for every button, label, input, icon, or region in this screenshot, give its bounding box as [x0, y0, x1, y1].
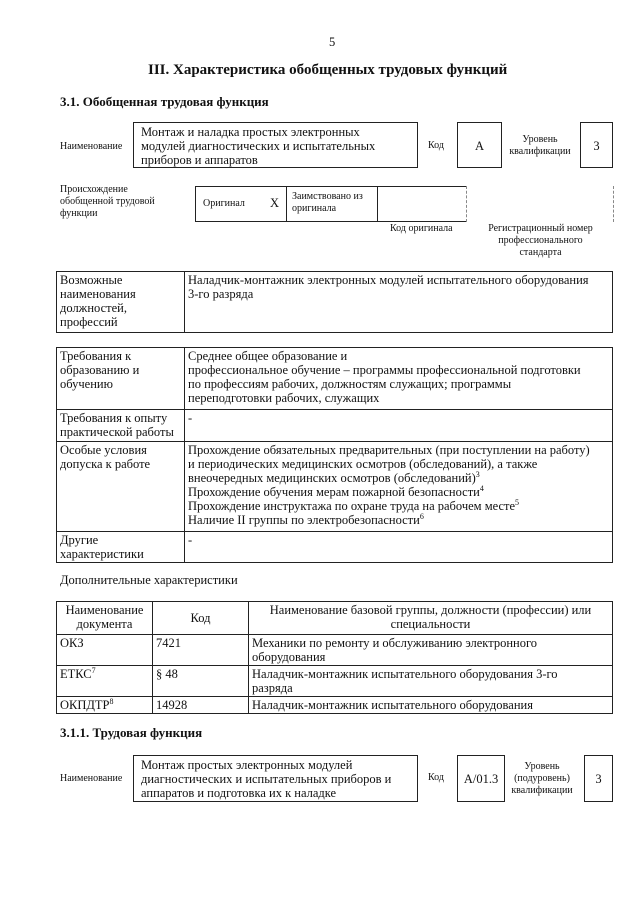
requirement-value: -: [185, 532, 613, 563]
requirement-value: Прохождение обязательных предварительных (при поступлении на работу) и периодических медицинских осмотров (обследований), а также внеочередных медицинских осмотров (обследований)$^3$ Прохождение обучения мерам пожарной безопасности$^4$ Прохождение инструктажа по охране труда на рабочем месте$^5$ Наличие II группы по электробезопасности$^6$: [185, 442, 613, 532]
origin-code-original-label: Код оригинала: [390, 223, 453, 234]
tf-name-box: [133, 755, 418, 802]
footnote-mark: 6: [419, 511, 424, 521]
tf-name-line: диагностических и испытательных приборов и: [141, 772, 392, 786]
additional-heading: Дополнительные характеристики: [60, 573, 238, 587]
row-name: Механики по ремонту и обслуживанию электронного оборудования: [249, 635, 613, 666]
gtf-name-line: модулей диагностических и испытательных: [141, 139, 376, 153]
requirement-row-education: [57, 348, 613, 410]
footnote-mark: 5: [515, 497, 520, 507]
section-3-1-heading: 3.1. Обобщенная трудовая функция: [60, 94, 269, 109]
gtf-level-label: Уровень квалификации: [509, 134, 571, 157]
row-doc: ОКЗ: [57, 635, 153, 666]
footnote-mark: 7: [91, 665, 96, 675]
requirement-label: Другие характеристики: [57, 532, 185, 563]
additional-header-row: [57, 602, 613, 635]
requirement-value: Среднее общее образование и профессиональное обучение – программы профессиональной подготовки по профессиям рабочих, должностям служащих; программы переподготовки рабочих, служащих: [185, 348, 613, 410]
row-doc: ЕТКС$^7$: [57, 666, 153, 697]
gtf-name-label: Наименование: [60, 141, 123, 152]
origin-code-box: [377, 186, 467, 222]
table-row: [57, 635, 613, 666]
row-name: Наладчик-монтажник испытательного оборудования 3-го разряда: [249, 666, 613, 697]
tf-code-box: [457, 755, 505, 802]
origin-reg-number-label: Регистрационный номер профессионального стандарта: [488, 223, 593, 258]
row-code: § 48: [153, 666, 249, 697]
header-doc: Наименование документа: [57, 602, 153, 635]
gtf-name-line: Монтаж и наладка простых электронных: [141, 125, 360, 139]
header-name: Наименование базовой группы, должности (профессии) или специальности: [249, 602, 613, 635]
positions-table: [56, 271, 613, 333]
origin-original-mark: X: [270, 196, 280, 210]
tf-name-label: Наименование: [60, 773, 123, 784]
requirement-label: Особые условия допуска к работе: [57, 442, 185, 532]
origin-original-label: Оригинал: [203, 198, 245, 209]
requirement-row-other: [57, 532, 613, 563]
tf-code-label: Код: [428, 772, 444, 783]
positions-label: Возможные наименования должностей, профессий: [57, 272, 185, 333]
gtf-level-value: 3: [593, 139, 600, 153]
additional-table: [56, 601, 613, 714]
requirement-row-experience: [57, 410, 613, 442]
requirement-row-special: [57, 442, 613, 532]
gtf-name-line: приборов и аппаратов: [141, 153, 258, 167]
gtf-level-box: [580, 122, 613, 168]
row-code: 7421: [153, 635, 249, 666]
positions-row: [57, 272, 613, 333]
origin-borrowed-box: [286, 186, 378, 222]
requirement-value: -: [185, 410, 613, 442]
requirement-label: Требования к образованию и обучению: [57, 348, 185, 410]
tf-name-line: аппаратов и подготовка их к наладке: [141, 786, 337, 800]
tf-level-value: 3: [595, 772, 602, 786]
table-row: [57, 666, 613, 697]
origin-label: Происхождение обобщенной трудовой функции: [60, 184, 155, 219]
positions-value: Наладчик-монтажник электронных модулей испытательного оборудования 3-го разряда: [185, 272, 613, 333]
footnote-mark: 3: [475, 469, 480, 479]
gtf-code-box: [457, 122, 502, 168]
tf-level-box: [584, 755, 613, 802]
footnote-mark: 8: [109, 696, 114, 706]
header-code: Код: [153, 602, 249, 635]
footnote-mark: 4: [479, 483, 484, 493]
row-code: 14928: [153, 697, 249, 714]
requirements-table: [56, 347, 613, 563]
row-name: Наладчик-монтажник испытательного оборудования: [249, 697, 613, 714]
table-row: [57, 697, 613, 714]
tf-level-label: Уровень (подуровень) квалификации: [511, 761, 573, 796]
row-doc: ОКПДТР$^8$: [57, 697, 153, 714]
gtf-code-value: A: [474, 139, 485, 153]
origin-borrowed-label: Заимствовано из оригинала: [292, 191, 363, 214]
tf-code-value: A/01.3: [463, 772, 499, 786]
origin-original-box: [195, 186, 287, 222]
tf-name-line: Монтаж простых электронных модулей: [141, 758, 353, 772]
gtf-name-box: [133, 122, 418, 168]
requirement-label: Требования к опыту практической работы: [57, 410, 185, 442]
section-3-1-1-heading: 3.1.1. Трудовая функция: [60, 725, 203, 740]
gtf-code-label: Код: [428, 140, 444, 151]
section-title: III. Характеристика обобщенных трудовых функций: [148, 62, 508, 78]
page-number: 5: [329, 35, 336, 49]
